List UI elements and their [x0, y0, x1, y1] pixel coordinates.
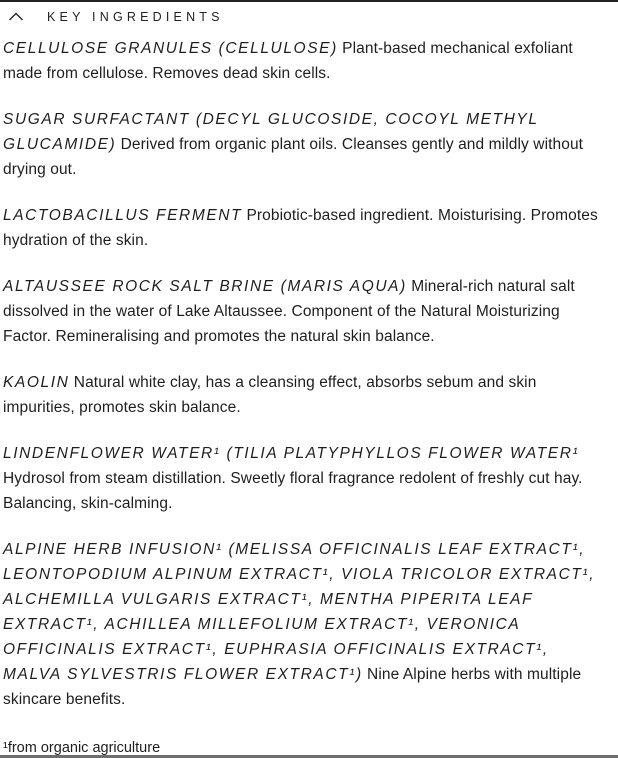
ingredient-name: SUGAR SURFACTANT (DECYL GLUCOSIDE, COCOYL METHYL GLUCAMIDE) — [3, 111, 539, 153]
ingredient-paragraph — [3, 537, 606, 712]
ingredient-list — [3, 36, 606, 712]
ingredient-description: Hydrosol from steam distillation. Sweetly floral fragrance redolent of freshly cut hay. Balancing, skin-calming. — [3, 470, 583, 512]
ingredient-paragraph — [3, 203, 606, 253]
ingredient-description: Derived from organic plant oils. Cleanses gently and mildly without drying out. — [3, 136, 584, 178]
ingredient-name: ALPINE HERB INFUSION¹ (MELISSA OFFICINALIS LEAF EXTRACT¹, LEONTOPODIUM ALPINUM EXTRACT¹, VIOLA TRICOLOR EXTRACT¹, ALCHEMILLA VULGARIS EXTRACT¹, MENTHA PIPERITA LEAF EXTRACT¹, ACHILLEA MILLEFOLIUM EXTRACT¹, VERONICA OFFICINALIS EXTRACT¹, EUPHRASIA OFFICINALIS EXTRACT¹, MALVA SYLVESTRIS FLOWER EXTRACT¹) — [3, 541, 596, 683]
key-ingredients-content — [0, 33, 618, 758]
ingredient-description: Plant-based mechanical exfoliant made from cellulose. Removes dead skin cells. — [3, 40, 573, 82]
organic-footnote: ¹from organic agriculture — [3, 740, 161, 756]
ingredient-paragraph — [3, 107, 606, 182]
ingredient-description: Mineral-rich natural salt dissolved in the water of Lake Altaussee. Component of the Natural Moisturizing Factor. Remineralising and promotes the natural skin balance. — [3, 278, 575, 345]
ingredient-paragraph — [3, 441, 606, 516]
ingredient-name: ALTAUSSEE ROCK SALT BRINE (MARIS AQUA) — [3, 278, 407, 295]
ingredient-description: Probiotic-based ingredient. Moisturising. Promotes hydration of the skin. — [3, 207, 598, 249]
key-ingredients-accordion-toggle[interactable] — [0, 2, 618, 33]
ingredient-name: KAOLIN — [3, 374, 70, 391]
ingredient-name: LINDENFLOWER WATER¹ (TILIA PLATYPHYLLOS FLOWER WATER¹ — [3, 445, 580, 462]
ingredient-description: Natural white clay, has a cleansing effect, absorbs sebum and skin impurities, promotes skin balance. — [3, 374, 537, 416]
section-title: KEY INGREDIENTS — [47, 10, 224, 24]
ingredient-name: LACTOBACILLUS FERMENT — [3, 207, 243, 224]
ingredient-description: Nine Alpine herbs with multiple skincare benefits. — [3, 666, 582, 708]
ingredient-name: CELLULOSE GRANULES (CELLULOSE) — [3, 40, 338, 57]
ingredient-paragraph — [3, 370, 606, 420]
ingredient-paragraph — [3, 274, 606, 349]
chevron-up-icon — [8, 12, 24, 22]
ingredient-paragraph — [3, 36, 606, 86]
